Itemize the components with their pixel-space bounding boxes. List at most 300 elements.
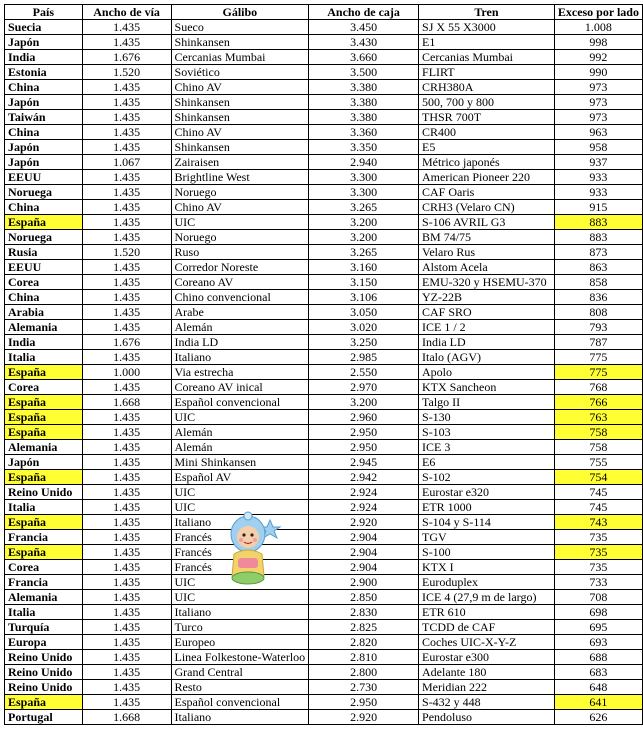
cell-pais: Alemania	[5, 590, 83, 605]
cell-tren: American Pioneer 220	[419, 170, 555, 185]
header-ancho-de-via: Ancho de vía	[82, 5, 171, 20]
table-row	[5, 455, 643, 470]
cell-ancho-de-caja: 3.300	[309, 170, 419, 185]
table-row	[5, 290, 643, 305]
cell-exceso-por-lado: 937	[554, 155, 642, 170]
cell-pais: España	[5, 365, 83, 380]
cell-exceso-por-lado: 683	[554, 665, 642, 680]
cell-exceso-por-lado: 733	[554, 575, 642, 590]
cell-pais: EEUU	[5, 260, 83, 275]
cell-tren: Apolo	[419, 365, 555, 380]
cell-ancho-de-via: 1.435	[82, 545, 171, 560]
cell-ancho-de-caja: 3.430	[309, 35, 419, 50]
cell-galibo: Shinkansen	[171, 95, 309, 110]
cell-exceso-por-lado: 641	[554, 695, 642, 710]
cell-ancho-de-caja: 2.985	[309, 350, 419, 365]
cell-ancho-de-via: 1.435	[82, 230, 171, 245]
table-row	[5, 200, 643, 215]
cell-exceso-por-lado: 883	[554, 215, 642, 230]
table-row	[5, 680, 643, 695]
table-row	[5, 335, 643, 350]
table-row	[5, 710, 643, 725]
cell-tren: THSR 700T	[419, 110, 555, 125]
cell-ancho-de-via: 1.435	[82, 620, 171, 635]
cell-ancho-de-via: 1.435	[82, 320, 171, 335]
cell-exceso-por-lado: 775	[554, 365, 642, 380]
cell-ancho-de-via: 1.435	[82, 680, 171, 695]
cell-pais: Francia	[5, 530, 83, 545]
cell-tren: India LD	[419, 335, 555, 350]
cell-pais: Corea	[5, 560, 83, 575]
cell-pais: India	[5, 335, 83, 350]
cell-galibo: Italiano	[171, 710, 309, 725]
cell-tren: Alstom Acela	[419, 260, 555, 275]
table-row	[5, 605, 643, 620]
table-row	[5, 35, 643, 50]
cell-tren: Eurostar e300	[419, 650, 555, 665]
header-exceso-por-lado: Exceso por lado	[554, 5, 642, 20]
cell-ancho-de-caja: 3.450	[309, 20, 419, 35]
cell-ancho-de-via: 1.435	[82, 35, 171, 50]
cell-ancho-de-via: 1.435	[82, 260, 171, 275]
cell-pais: Italia	[5, 350, 83, 365]
cell-exceso-por-lado: 735	[554, 530, 642, 545]
cell-exceso-por-lado: 873	[554, 245, 642, 260]
cell-tren: E6	[419, 455, 555, 470]
cell-exceso-por-lado: 755	[554, 455, 642, 470]
cell-exceso-por-lado: 973	[554, 110, 642, 125]
cell-galibo: Europeo	[171, 635, 309, 650]
cell-ancho-de-caja: 2.950	[309, 440, 419, 455]
cell-galibo: Chino AV	[171, 125, 309, 140]
cell-ancho-de-caja: 2.920	[309, 710, 419, 725]
cell-ancho-de-caja: 2.810	[309, 650, 419, 665]
cell-ancho-de-via: 1.435	[82, 275, 171, 290]
cell-pais: España	[5, 410, 83, 425]
cell-exceso-por-lado: 708	[554, 590, 642, 605]
cell-ancho-de-via: 1.435	[82, 575, 171, 590]
header-row	[5, 5, 643, 20]
cell-galibo: Mini Shinkansen	[171, 455, 309, 470]
table-row	[5, 230, 643, 245]
cell-tren: ETR 610	[419, 605, 555, 620]
table-row	[5, 635, 643, 650]
table-row	[5, 410, 643, 425]
cell-tren: ETR 1000	[419, 500, 555, 515]
cell-galibo: Noruego	[171, 230, 309, 245]
table-row	[5, 170, 643, 185]
cell-ancho-de-caja: 2.830	[309, 605, 419, 620]
cell-galibo: Noruego	[171, 185, 309, 200]
header-ancho-de-caja: Ancho de caja	[309, 5, 419, 20]
table-row	[5, 560, 643, 575]
header-tren: Tren	[419, 5, 555, 20]
cell-tren: E1	[419, 35, 555, 50]
cell-tren: FLIRT	[419, 65, 555, 80]
cell-galibo: Zairaisen	[171, 155, 309, 170]
cell-exceso-por-lado: 758	[554, 425, 642, 440]
cell-pais: Italia	[5, 500, 83, 515]
cell-pais: España	[5, 515, 83, 530]
cell-tren: Eurostar e320	[419, 485, 555, 500]
cell-ancho-de-via: 1.435	[82, 485, 171, 500]
cell-exceso-por-lado: 626	[554, 710, 642, 725]
cell-exceso-por-lado: 992	[554, 50, 642, 65]
cell-exceso-por-lado: 758	[554, 440, 642, 455]
cell-ancho-de-caja: 3.265	[309, 200, 419, 215]
cell-tren: S-432 y 448	[419, 695, 555, 710]
cell-ancho-de-via: 1.520	[82, 245, 171, 260]
cell-ancho-de-caja: 2.900	[309, 575, 419, 590]
cell-exceso-por-lado: 973	[554, 80, 642, 95]
cell-pais: Italia	[5, 605, 83, 620]
cell-ancho-de-caja: 2.960	[309, 410, 419, 425]
cell-pais: Reino Unido	[5, 680, 83, 695]
cell-exceso-por-lado: 745	[554, 500, 642, 515]
cell-galibo: Francés	[171, 530, 309, 545]
cell-ancho-de-caja: 2.970	[309, 380, 419, 395]
cell-tren: SJ X 55 X3000	[419, 20, 555, 35]
cell-ancho-de-caja: 2.950	[309, 695, 419, 710]
cell-galibo: India LD	[171, 335, 309, 350]
cell-galibo: UIC	[171, 410, 309, 425]
cell-exceso-por-lado: 793	[554, 320, 642, 335]
cell-tren: Talgo II	[419, 395, 555, 410]
cell-ancho-de-via: 1.435	[82, 20, 171, 35]
cell-exceso-por-lado: 958	[554, 140, 642, 155]
cell-pais: Alemania	[5, 320, 83, 335]
cell-pais: Suecia	[5, 20, 83, 35]
cell-galibo: Italiano	[171, 515, 309, 530]
cell-exceso-por-lado: 775	[554, 350, 642, 365]
cell-ancho-de-caja: 2.850	[309, 590, 419, 605]
table-row	[5, 80, 643, 95]
cell-ancho-de-via: 1.435	[82, 215, 171, 230]
cell-galibo: Turco	[171, 620, 309, 635]
cell-tren: YZ-22B	[419, 290, 555, 305]
cell-ancho-de-caja: 2.942	[309, 470, 419, 485]
cell-pais: Estonia	[5, 65, 83, 80]
cell-tren: S-130	[419, 410, 555, 425]
cell-tren: TCDD de CAF	[419, 620, 555, 635]
cell-exceso-por-lado: 858	[554, 275, 642, 290]
cell-ancho-de-via: 1.435	[82, 200, 171, 215]
table-row	[5, 215, 643, 230]
cell-ancho-de-via: 1.676	[82, 50, 171, 65]
cell-exceso-por-lado: 933	[554, 185, 642, 200]
cell-exceso-por-lado: 648	[554, 680, 642, 695]
cell-galibo: UIC	[171, 485, 309, 500]
cell-exceso-por-lado: 998	[554, 35, 642, 50]
cell-tren: Coches UIC-X-Y-Z	[419, 635, 555, 650]
table-row	[5, 470, 643, 485]
header-pais: País	[5, 5, 83, 20]
cell-ancho-de-via: 1.435	[82, 560, 171, 575]
cell-galibo: Español AV	[171, 470, 309, 485]
cell-galibo: Chino AV	[171, 200, 309, 215]
cell-exceso-por-lado: 695	[554, 620, 642, 635]
cell-ancho-de-caja: 3.020	[309, 320, 419, 335]
cell-tren: CRH380A	[419, 80, 555, 95]
cell-galibo: Soviético	[171, 65, 309, 80]
cell-pais: Europa	[5, 635, 83, 650]
table-row	[5, 650, 643, 665]
cell-ancho-de-via: 1.435	[82, 500, 171, 515]
cell-galibo: Resto	[171, 680, 309, 695]
cell-ancho-de-caja: 2.950	[309, 425, 419, 440]
cell-ancho-de-via: 1.435	[82, 185, 171, 200]
cell-galibo: Alemán	[171, 425, 309, 440]
cell-tren: CAF Oaris	[419, 185, 555, 200]
table-row	[5, 260, 643, 275]
cell-exceso-por-lado: 688	[554, 650, 642, 665]
cell-galibo: UIC	[171, 215, 309, 230]
cell-ancho-de-via: 1.435	[82, 140, 171, 155]
cell-galibo: Ruso	[171, 245, 309, 260]
cell-pais: Portugal	[5, 710, 83, 725]
cell-ancho-de-caja: 2.904	[309, 545, 419, 560]
table-row	[5, 65, 643, 80]
cell-ancho-de-via: 1.435	[82, 605, 171, 620]
cell-ancho-de-via: 1.435	[82, 650, 171, 665]
cell-ancho-de-caja: 3.106	[309, 290, 419, 305]
cell-pais: España	[5, 545, 83, 560]
cell-galibo: UIC	[171, 590, 309, 605]
cell-pais: India	[5, 50, 83, 65]
table-row	[5, 440, 643, 455]
cell-galibo: Sueco	[171, 20, 309, 35]
cell-ancho-de-via: 1.435	[82, 95, 171, 110]
cell-ancho-de-caja: 3.250	[309, 335, 419, 350]
cell-ancho-de-via: 1.435	[82, 470, 171, 485]
cell-tren: ICE 3	[419, 440, 555, 455]
cell-galibo: Alemán	[171, 320, 309, 335]
table-row	[5, 515, 643, 530]
cell-pais: Japón	[5, 455, 83, 470]
cell-pais: Japón	[5, 140, 83, 155]
cell-pais: Alemania	[5, 440, 83, 455]
cell-ancho-de-caja: 2.945	[309, 455, 419, 470]
table-row	[5, 665, 643, 680]
cell-exceso-por-lado: 808	[554, 305, 642, 320]
cell-pais: China	[5, 290, 83, 305]
cell-ancho-de-caja: 3.360	[309, 125, 419, 140]
table-row	[5, 320, 643, 335]
cell-ancho-de-via: 1.435	[82, 665, 171, 680]
cell-ancho-de-via: 1.435	[82, 410, 171, 425]
cell-ancho-de-via: 1.435	[82, 695, 171, 710]
cell-exceso-por-lado: 915	[554, 200, 642, 215]
cell-exceso-por-lado: 743	[554, 515, 642, 530]
table-row	[5, 545, 643, 560]
cell-tren: CR400	[419, 125, 555, 140]
cell-tren: 500, 700 y 800	[419, 95, 555, 110]
table-row	[5, 350, 643, 365]
cell-galibo: Italiano	[171, 350, 309, 365]
cell-ancho-de-caja: 3.380	[309, 80, 419, 95]
cell-tren: ICE 4 (27,9 m de largo)	[419, 590, 555, 605]
cell-ancho-de-via: 1.435	[82, 110, 171, 125]
table-row	[5, 530, 643, 545]
cell-ancho-de-caja: 3.050	[309, 305, 419, 320]
cell-tren: Meridian 222	[419, 680, 555, 695]
cell-tren: S-100	[419, 545, 555, 560]
cell-pais: China	[5, 200, 83, 215]
cell-galibo: Grand Central	[171, 665, 309, 680]
cell-ancho-de-via: 1.435	[82, 425, 171, 440]
cell-ancho-de-via: 1.435	[82, 530, 171, 545]
cell-ancho-de-via: 1.435	[82, 290, 171, 305]
cell-tren: S-102	[419, 470, 555, 485]
cell-pais: Taiwán	[5, 110, 83, 125]
cell-tren: Pendoluso	[419, 710, 555, 725]
cell-galibo: Chino convencional	[171, 290, 309, 305]
cell-ancho-de-via: 1.000	[82, 365, 171, 380]
table-row	[5, 140, 643, 155]
cell-ancho-de-caja: 2.825	[309, 620, 419, 635]
cell-exceso-por-lado: 766	[554, 395, 642, 410]
cell-ancho-de-via: 1.435	[82, 80, 171, 95]
cell-tren: Velaro Rus	[419, 245, 555, 260]
cell-pais: China	[5, 125, 83, 140]
cell-galibo: Linea Folkestone-Waterloo	[171, 650, 309, 665]
cell-ancho-de-via: 1.435	[82, 590, 171, 605]
cell-pais: Reino Unido	[5, 665, 83, 680]
cell-tren: KTX Sancheon	[419, 380, 555, 395]
cell-exceso-por-lado: 1.008	[554, 20, 642, 35]
cell-galibo: Español convencional	[171, 395, 309, 410]
cell-exceso-por-lado: 698	[554, 605, 642, 620]
cell-ancho-de-caja: 3.150	[309, 275, 419, 290]
cell-galibo: Arabe	[171, 305, 309, 320]
cell-pais: Francia	[5, 575, 83, 590]
cell-exceso-por-lado: 735	[554, 545, 642, 560]
cell-tren: Euroduplex	[419, 575, 555, 590]
cell-galibo: Francés	[171, 560, 309, 575]
table-row	[5, 590, 643, 605]
cell-pais: España	[5, 470, 83, 485]
table-row	[5, 500, 643, 515]
cell-tren: E5	[419, 140, 555, 155]
cell-ancho-de-caja: 3.660	[309, 50, 419, 65]
table-row	[5, 125, 643, 140]
cell-ancho-de-via: 1.435	[82, 380, 171, 395]
cell-tren: ICE 1 / 2	[419, 320, 555, 335]
cell-pais: Reino Unido	[5, 485, 83, 500]
cell-ancho-de-via: 1.435	[82, 125, 171, 140]
cell-tren: S-104 y S-114	[419, 515, 555, 530]
cell-ancho-de-caja: 3.200	[309, 395, 419, 410]
cell-ancho-de-caja: 3.160	[309, 260, 419, 275]
cell-ancho-de-caja: 3.300	[309, 185, 419, 200]
cell-ancho-de-caja: 3.500	[309, 65, 419, 80]
cell-tren: S-103	[419, 425, 555, 440]
cell-ancho-de-via: 1.668	[82, 710, 171, 725]
table-row	[5, 575, 643, 590]
cell-tren: Adelante 180	[419, 665, 555, 680]
cell-exceso-por-lado: 745	[554, 485, 642, 500]
cell-pais: España	[5, 425, 83, 440]
cell-tren: TGV	[419, 530, 555, 545]
cell-pais: Japón	[5, 155, 83, 170]
cell-galibo: Alemán	[171, 440, 309, 455]
cell-ancho-de-via: 1.435	[82, 170, 171, 185]
cell-ancho-de-via: 1.676	[82, 335, 171, 350]
cell-pais: Corea	[5, 275, 83, 290]
cell-tren: EMU-320 y HSEMU-370	[419, 275, 555, 290]
cell-exceso-por-lado: 768	[554, 380, 642, 395]
header-galibo: Gálibo	[171, 5, 309, 20]
cell-tren: CAF SRO	[419, 305, 555, 320]
cell-galibo: Español convencional	[171, 695, 309, 710]
table-row	[5, 620, 643, 635]
cell-tren: CRH3 (Velaro CN)	[419, 200, 555, 215]
cell-tren: Métrico japonés	[419, 155, 555, 170]
cell-pais: Noruega	[5, 230, 83, 245]
table-row	[5, 425, 643, 440]
cell-exceso-por-lado: 787	[554, 335, 642, 350]
cell-pais: China	[5, 80, 83, 95]
cell-galibo: UIC	[171, 575, 309, 590]
table-row	[5, 485, 643, 500]
cell-pais: Japón	[5, 35, 83, 50]
cell-ancho-de-caja: 2.820	[309, 635, 419, 650]
cell-galibo: Shinkansen	[171, 110, 309, 125]
cell-pais: Japón	[5, 95, 83, 110]
table-row	[5, 695, 643, 710]
table-row	[5, 245, 643, 260]
table-row	[5, 20, 643, 35]
cell-exceso-por-lado: 693	[554, 635, 642, 650]
cell-pais: Corea	[5, 380, 83, 395]
cell-ancho-de-caja: 2.940	[309, 155, 419, 170]
cell-ancho-de-caja: 3.380	[309, 95, 419, 110]
cell-galibo: Shinkansen	[171, 35, 309, 50]
cell-ancho-de-caja: 2.924	[309, 485, 419, 500]
table-row	[5, 395, 643, 410]
cell-exceso-por-lado: 883	[554, 230, 642, 245]
cell-pais: España	[5, 695, 83, 710]
cell-ancho-de-caja: 3.265	[309, 245, 419, 260]
cell-pais: España	[5, 215, 83, 230]
cell-tren: Cercanias Mumbai	[419, 50, 555, 65]
cell-exceso-por-lado: 863	[554, 260, 642, 275]
cell-tren: Italo (AGV)	[419, 350, 555, 365]
cell-galibo: Corredor Noreste	[171, 260, 309, 275]
cell-galibo: UIC	[171, 500, 309, 515]
cell-ancho-de-caja: 2.800	[309, 665, 419, 680]
cell-ancho-de-via: 1.435	[82, 305, 171, 320]
cell-ancho-de-via: 1.520	[82, 65, 171, 80]
cell-exceso-por-lado: 963	[554, 125, 642, 140]
table-row	[5, 365, 643, 380]
cell-exceso-por-lado: 763	[554, 410, 642, 425]
table-row	[5, 275, 643, 290]
cell-ancho-de-caja: 2.924	[309, 500, 419, 515]
cell-pais: Reino Unido	[5, 650, 83, 665]
table-row	[5, 50, 643, 65]
gauge-comparison-table	[4, 4, 643, 725]
table-row	[5, 95, 643, 110]
cell-galibo: Shinkansen	[171, 140, 309, 155]
cell-exceso-por-lado: 973	[554, 95, 642, 110]
table-row	[5, 110, 643, 125]
toy-figure-icon	[222, 510, 284, 588]
cell-ancho-de-caja: 3.200	[309, 230, 419, 245]
cell-ancho-de-via: 1.668	[82, 395, 171, 410]
cell-pais: España	[5, 395, 83, 410]
cell-ancho-de-caja: 3.350	[309, 140, 419, 155]
